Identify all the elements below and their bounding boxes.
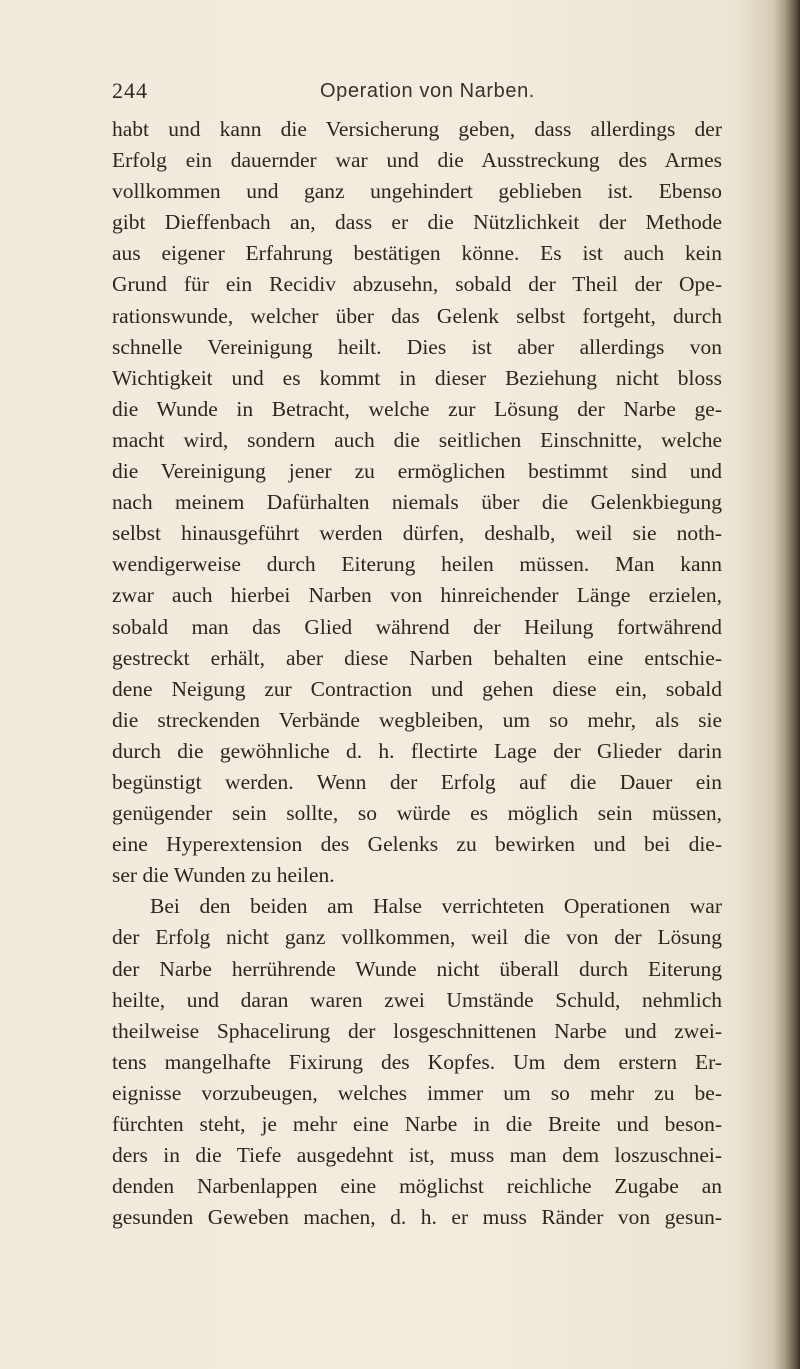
paragraph-end-line: ser die Wunden zu heilen. bbox=[112, 863, 335, 888]
text-line: tens mangelhafte Fixirung des Kopfes. Um dem erstern Er- bbox=[112, 1049, 722, 1074]
running-title: Operation von Narben. bbox=[320, 80, 535, 102]
text-line: aus eigener Erfahrung bestätigen könne. Es ist auch kein bbox=[112, 241, 722, 266]
text-line: gestreckt erhält, aber diese Narben behalten eine entschie- bbox=[112, 645, 722, 670]
body-text bbox=[112, 114, 752, 1233]
text-line: Grund für ein Recidiv abzusehn, sobald der Theil der Ope- bbox=[112, 272, 722, 297]
text-line: Wichtigkeit und es kommt in dieser Beziehung nicht bloss bbox=[112, 365, 722, 390]
page-header bbox=[112, 78, 732, 108]
text-line: heilte, und daran waren zwei Umstände Schuld, nehmlich bbox=[112, 987, 722, 1012]
text-line: die streckenden Verbände wegbleiben, um so mehr, als sie bbox=[112, 707, 722, 732]
text-line: dene Neigung zur Contraction und gehen diese ein, sobald bbox=[112, 676, 722, 701]
text-line: sobald man das Glied während der Heilung fortwährend bbox=[112, 614, 722, 639]
text-line: eignisse vorzubeugen, welches immer um so mehr zu be- bbox=[112, 1080, 722, 1105]
text-line: eine Hyperextension des Gelenks zu bewirken und bei die- bbox=[112, 832, 722, 857]
text-line: schnelle Vereinigung heilt. Dies ist aber allerdings von bbox=[112, 334, 722, 359]
text-line: gesunden Geweben machen, d. h. er muss Ränder von gesun- bbox=[112, 1205, 722, 1230]
text-line: die Vereinigung jener zu ermöglichen bestimmt sind und bbox=[112, 459, 722, 484]
text-line: fürchten steht, je mehr eine Narbe in die Breite und beson- bbox=[112, 1112, 722, 1136]
page-binding-edge bbox=[774, 0, 800, 1369]
text-line: die Wunde in Betracht, welche zur Lösung der Narbe ge- bbox=[112, 396, 722, 421]
text-line: der Narbe herrührende Wunde nicht überall durch Eiterung bbox=[112, 956, 722, 981]
text-line: selbst hinausgeführt werden dürfen, deshalb, weil sie noth- bbox=[112, 521, 722, 546]
text-line: wendigerweise durch Eiterung heilen müssen. Man kann bbox=[112, 552, 722, 577]
text-line: durch die gewöhnliche d. h. flectirte Lage der Glieder darin bbox=[112, 738, 722, 763]
text-line: genügender sein sollte, so würde es möglich sein müssen, bbox=[112, 801, 722, 826]
text-line: ders in die Tiefe ausgedehnt ist, muss man dem loszuschnei- bbox=[112, 1143, 722, 1168]
text-line: macht wird, sondern auch die seitlichen Einschnitte, welche bbox=[112, 427, 722, 452]
text-line: nach meinem Dafürhalten niemals über die Gelenkbiegung bbox=[112, 490, 722, 515]
text-line: vollkommen und ganz ungehindert geblieben ist. Ebenso bbox=[112, 179, 722, 204]
text-line: habt und kann die Versicherung geben, dass allerdings der bbox=[112, 117, 722, 141]
text-line: Erfolg ein dauernder war und die Ausstreckung des Armes bbox=[112, 148, 722, 173]
text-line: begünstigt werden. Wenn der Erfolg auf die Dauer ein bbox=[112, 769, 722, 794]
page-number: 244 bbox=[112, 78, 148, 103]
text-line: theilweise Sphacelirung der losgeschnittenen Narbe und zwei- bbox=[112, 1018, 722, 1043]
text-line: rationswunde, welcher über das Gelenk selbst fortgeht, durch bbox=[112, 303, 722, 328]
text-line: denden Narbenlappen eine möglichst reichliche Zugabe an bbox=[112, 1174, 722, 1199]
text-line: zwar auch hierbei Narben von hinreichender Länge erzielen, bbox=[112, 583, 722, 608]
paragraph-start-line: Bei den beiden am Halse verrichteten Operationen war bbox=[150, 894, 722, 919]
text-line: der Erfolg nicht ganz vollkommen, weil die von der Lösung bbox=[112, 925, 722, 950]
text-line: gibt Dieffenbach an, dass er die Nützlichkeit der Methode bbox=[112, 210, 722, 235]
